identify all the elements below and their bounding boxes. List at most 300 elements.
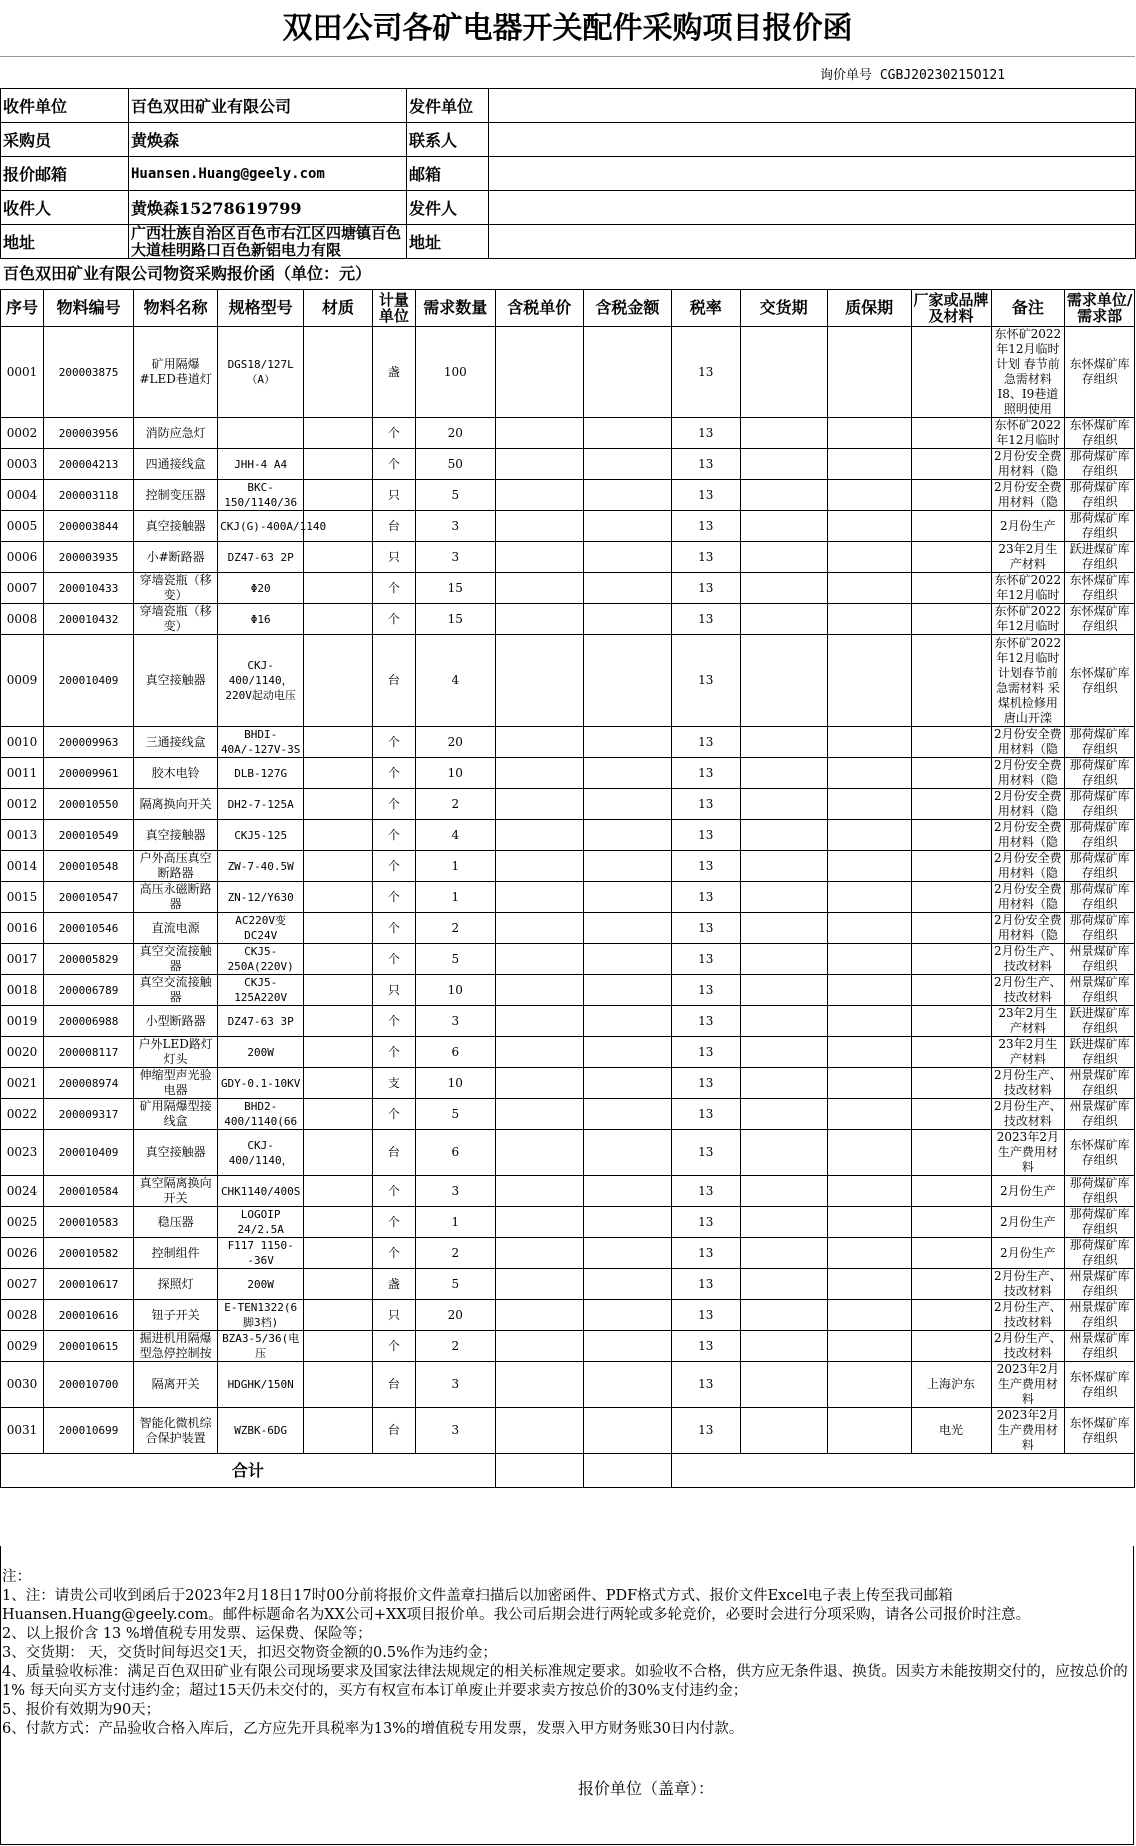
material[interactable] [304, 1408, 373, 1454]
unit-price[interactable] [495, 758, 583, 789]
warranty[interactable] [827, 820, 911, 851]
amount[interactable] [583, 604, 671, 635]
delivery[interactable] [740, 542, 827, 573]
unit-price[interactable] [495, 1006, 583, 1037]
unit-price[interactable] [495, 480, 583, 511]
warranty[interactable] [827, 635, 911, 727]
amount[interactable] [583, 944, 671, 975]
delivery[interactable] [740, 573, 827, 604]
row-number: 0027 [1, 1269, 44, 1300]
material-name: 矿用隔爆#LED巷道灯 [134, 327, 218, 418]
brand[interactable]: 电光 [911, 1408, 991, 1454]
material[interactable] [304, 1238, 373, 1269]
tax-rate: 13 [671, 542, 740, 573]
table-row [1, 327, 1135, 418]
amount[interactable] [583, 1408, 671, 1454]
amount[interactable] [583, 1238, 671, 1269]
delivery[interactable] [740, 604, 827, 635]
quantity: 3 [415, 1408, 495, 1454]
brand[interactable] [911, 820, 991, 851]
remark: 2月份生产、技改材料 [991, 1099, 1065, 1130]
quantity: 5 [415, 944, 495, 975]
remark: 2月份安全费用材料（隐 [991, 449, 1065, 480]
delivery[interactable] [740, 882, 827, 913]
sender-unit-value[interactable] [489, 89, 1136, 123]
material[interactable] [304, 1331, 373, 1362]
column-header: 规格型号 [218, 290, 304, 327]
spec-model: ZW-7-40.5W [218, 851, 304, 882]
remark: 2月份生产、技改材料 [991, 1068, 1065, 1099]
material[interactable] [304, 1068, 373, 1099]
brand[interactable] [911, 975, 991, 1006]
warranty[interactable] [827, 1269, 911, 1300]
brand[interactable] [911, 882, 991, 913]
spec-model: E-TEN1322(6脚3档) [218, 1300, 304, 1331]
row-number: 0004 [1, 480, 44, 511]
material-code: 200010409 [44, 1130, 134, 1176]
warranty[interactable] [827, 727, 911, 758]
material[interactable] [304, 1037, 373, 1068]
material-code: 200010582 [44, 1238, 134, 1269]
amount[interactable] [583, 1362, 671, 1408]
delivery[interactable] [740, 758, 827, 789]
unit-price[interactable] [495, 511, 583, 542]
unit-price[interactable] [495, 1068, 583, 1099]
brand[interactable] [911, 1238, 991, 1269]
amount[interactable] [583, 1037, 671, 1068]
material[interactable] [304, 327, 373, 418]
table-row [1, 480, 1135, 511]
department: 东怀煤矿库存组织 [1065, 1362, 1135, 1408]
material[interactable] [304, 635, 373, 727]
unit: 支 [372, 1068, 415, 1099]
recipient-value: 黄焕森15278619799 [129, 191, 407, 225]
material-name: 消防应急灯 [134, 418, 218, 449]
material[interactable] [304, 820, 373, 851]
delivery[interactable] [740, 449, 827, 480]
unit-price[interactable] [495, 573, 583, 604]
quantity: 3 [415, 511, 495, 542]
brand[interactable] [911, 418, 991, 449]
amount[interactable] [583, 1068, 671, 1099]
unit-price[interactable] [495, 1362, 583, 1408]
brand[interactable] [911, 635, 991, 727]
delivery[interactable] [740, 1362, 827, 1408]
unit-price[interactable] [495, 635, 583, 727]
quantity: 6 [415, 1130, 495, 1176]
row-number: 0019 [1, 1006, 44, 1037]
material[interactable] [304, 727, 373, 758]
delivery[interactable] [740, 975, 827, 1006]
brand[interactable] [911, 913, 991, 944]
warranty[interactable] [827, 1331, 911, 1362]
tax-rate: 13 [671, 1238, 740, 1269]
warranty[interactable] [827, 511, 911, 542]
delivery[interactable] [740, 820, 827, 851]
unit-price[interactable] [495, 789, 583, 820]
warranty[interactable] [827, 913, 911, 944]
total-unit-price [495, 1454, 583, 1488]
unit-price[interactable] [495, 604, 583, 635]
amount[interactable] [583, 1006, 671, 1037]
brand[interactable] [911, 1331, 991, 1362]
delivery[interactable] [740, 1176, 827, 1207]
row-number: 0005 [1, 511, 44, 542]
unit: 个 [372, 1099, 415, 1130]
delivery[interactable] [740, 1331, 827, 1362]
quantity: 15 [415, 573, 495, 604]
material[interactable] [304, 604, 373, 635]
column-header: 备注 [991, 290, 1065, 327]
delivery[interactable] [740, 418, 827, 449]
material-code: 200010546 [44, 913, 134, 944]
warranty[interactable] [827, 1300, 911, 1331]
material[interactable] [304, 851, 373, 882]
material[interactable] [304, 913, 373, 944]
material-code: 200003875 [44, 327, 134, 418]
warranty[interactable] [827, 1099, 911, 1130]
unit: 个 [372, 758, 415, 789]
table-row [1, 758, 1135, 789]
amount[interactable] [583, 1099, 671, 1130]
warranty[interactable] [827, 1176, 911, 1207]
unit: 只 [372, 975, 415, 1006]
unit: 个 [372, 851, 415, 882]
unit-price[interactable] [495, 1176, 583, 1207]
brand[interactable] [911, 758, 991, 789]
spec-model: BHDI-40A/-127V-3S [218, 727, 304, 758]
table-row [1, 573, 1135, 604]
tax-rate: 13 [671, 1006, 740, 1037]
unit-price[interactable] [495, 1037, 583, 1068]
unit: 台 [372, 511, 415, 542]
amount[interactable] [583, 327, 671, 418]
amount[interactable] [583, 1269, 671, 1300]
delivery[interactable] [740, 327, 827, 418]
amount[interactable] [583, 851, 671, 882]
material-code: 200010409 [44, 635, 134, 727]
quantity: 5 [415, 1099, 495, 1130]
material[interactable] [304, 418, 373, 449]
department: 东怀煤矿库存组织 [1065, 604, 1135, 635]
spec-model: BHD2-400/1140(66 [218, 1099, 304, 1130]
delivery[interactable] [740, 851, 827, 882]
department: 那荷煤矿库存组织 [1065, 851, 1135, 882]
tax-rate: 13 [671, 789, 740, 820]
table-body [1, 327, 1135, 1454]
unit: 个 [372, 1331, 415, 1362]
material[interactable] [304, 789, 373, 820]
material[interactable] [304, 944, 373, 975]
delivery[interactable] [740, 635, 827, 727]
unit-price[interactable] [495, 1408, 583, 1454]
unit-price[interactable] [495, 727, 583, 758]
amount[interactable] [583, 635, 671, 727]
material-code: 200010547 [44, 882, 134, 913]
warranty[interactable] [827, 1362, 911, 1408]
amount[interactable] [583, 1300, 671, 1331]
address-label: 地址 [1, 225, 129, 259]
warranty[interactable] [827, 975, 911, 1006]
unit-price[interactable] [495, 1130, 583, 1176]
warranty[interactable] [827, 480, 911, 511]
brand[interactable] [911, 851, 991, 882]
sender-value[interactable] [489, 191, 1136, 225]
department: 州景煤矿库存组织 [1065, 944, 1135, 975]
quantity: 10 [415, 758, 495, 789]
remark: 东怀矿2022年12月临时计划春节前急需材料 采煤机检修用唐山开滦 [991, 635, 1065, 727]
delivery[interactable] [740, 1037, 827, 1068]
delivery[interactable] [740, 1300, 827, 1331]
warranty[interactable] [827, 882, 911, 913]
delivery[interactable] [740, 1408, 827, 1454]
unit-price[interactable] [495, 913, 583, 944]
delivery[interactable] [740, 1238, 827, 1269]
material[interactable] [304, 1300, 373, 1331]
unit: 个 [372, 1006, 415, 1037]
remark: 2023年2月生产费用材料 [991, 1362, 1065, 1408]
tax-rate: 13 [671, 820, 740, 851]
warranty[interactable] [827, 1238, 911, 1269]
delivery[interactable] [740, 789, 827, 820]
remark: 2月份生产、技改材料 [991, 1331, 1065, 1362]
delivery[interactable] [740, 1099, 827, 1130]
spec-model: CKJ-400/1140，220V起动电压 [218, 635, 304, 727]
brand[interactable] [911, 727, 991, 758]
material[interactable] [304, 573, 373, 604]
brand[interactable] [911, 511, 991, 542]
brand[interactable] [911, 1207, 991, 1238]
amount[interactable] [583, 573, 671, 604]
quantity: 5 [415, 1269, 495, 1300]
delivery[interactable] [740, 480, 827, 511]
unit: 个 [372, 913, 415, 944]
remark: 2月份安全费用材料（隐 [991, 882, 1065, 913]
unit-price[interactable] [495, 327, 583, 418]
unit-price[interactable] [495, 1269, 583, 1300]
unit-price[interactable] [495, 1099, 583, 1130]
material[interactable] [304, 1207, 373, 1238]
delivery[interactable] [740, 913, 827, 944]
material[interactable] [304, 1362, 373, 1408]
unit-price[interactable] [495, 851, 583, 882]
remark: 东怀矿2022年12月临时 [991, 573, 1065, 604]
amount[interactable] [583, 727, 671, 758]
brand[interactable] [911, 1006, 991, 1037]
brand[interactable] [911, 1099, 991, 1130]
department: 那荷煤矿库存组织 [1065, 1207, 1135, 1238]
unit-price[interactable] [495, 1331, 583, 1362]
material[interactable] [304, 1269, 373, 1300]
spec-model: CKJ5-125A220V [218, 975, 304, 1006]
delivery[interactable] [740, 1207, 827, 1238]
brand[interactable] [911, 327, 991, 418]
quantity: 2 [415, 789, 495, 820]
unit: 个 [372, 882, 415, 913]
unit: 盏 [372, 327, 415, 418]
amount[interactable] [583, 1130, 671, 1176]
brand[interactable] [911, 480, 991, 511]
address2-value[interactable] [489, 225, 1136, 259]
brand[interactable] [911, 1176, 991, 1207]
table-row [1, 1176, 1135, 1207]
amount[interactable] [583, 882, 671, 913]
department: 那荷煤矿库存组织 [1065, 511, 1135, 542]
unit-price[interactable] [495, 542, 583, 573]
amount[interactable] [583, 480, 671, 511]
unit-price[interactable] [495, 944, 583, 975]
material-code: 200003956 [44, 418, 134, 449]
row-number: 0021 [1, 1068, 44, 1099]
material[interactable] [304, 449, 373, 480]
delivery[interactable] [740, 1068, 827, 1099]
amount[interactable] [583, 913, 671, 944]
warranty[interactable] [827, 1207, 911, 1238]
material-name: 四通接线盒 [134, 449, 218, 480]
brand[interactable]: 上海沪东 [911, 1362, 991, 1408]
total-amount[interactable] [583, 1454, 671, 1488]
amount[interactable] [583, 542, 671, 573]
brand[interactable] [911, 1068, 991, 1099]
amount[interactable] [583, 820, 671, 851]
material[interactable] [304, 758, 373, 789]
amount[interactable] [583, 449, 671, 480]
sender-label: 发件人 [407, 191, 489, 225]
table-row [1, 1006, 1135, 1037]
warranty[interactable] [827, 327, 911, 418]
delivery[interactable] [740, 1130, 827, 1176]
quantity: 4 [415, 635, 495, 727]
material[interactable] [304, 542, 373, 573]
department: 那荷煤矿库存组织 [1065, 789, 1135, 820]
material[interactable] [304, 1130, 373, 1176]
warranty[interactable] [827, 573, 911, 604]
warranty[interactable] [827, 542, 911, 573]
delivery[interactable] [740, 944, 827, 975]
material-code: 200010615 [44, 1331, 134, 1362]
unit-price[interactable] [495, 882, 583, 913]
material[interactable] [304, 1176, 373, 1207]
material[interactable] [304, 1099, 373, 1130]
unit-price[interactable] [495, 1207, 583, 1238]
tax-rate: 13 [671, 635, 740, 727]
unit-price[interactable] [495, 975, 583, 1006]
warranty[interactable] [827, 1068, 911, 1099]
table-row [1, 882, 1135, 913]
warranty[interactable] [827, 1130, 911, 1176]
unit-price[interactable] [495, 1238, 583, 1269]
brand[interactable] [911, 1269, 991, 1300]
unit-price[interactable] [495, 1300, 583, 1331]
amount[interactable] [583, 418, 671, 449]
material-name: 小#断路器 [134, 542, 218, 573]
brand[interactable] [911, 1037, 991, 1068]
delivery[interactable] [740, 1269, 827, 1300]
delivery[interactable] [740, 1006, 827, 1037]
unit: 个 [372, 1207, 415, 1238]
spec-model [218, 418, 304, 449]
row-number: 0025 [1, 1207, 44, 1238]
brand[interactable] [911, 604, 991, 635]
department: 东怀煤矿库存组织 [1065, 1408, 1135, 1454]
warranty[interactable] [827, 449, 911, 480]
brand[interactable] [911, 1300, 991, 1331]
amount[interactable] [583, 1331, 671, 1362]
tax-rate: 13 [671, 1037, 740, 1068]
spec-model: DH2-7-125A [218, 789, 304, 820]
material[interactable] [304, 975, 373, 1006]
brand[interactable] [911, 573, 991, 604]
row-number: 0024 [1, 1176, 44, 1207]
remark: 23年2月生产材料 [991, 1006, 1065, 1037]
tax-rate: 13 [671, 449, 740, 480]
unit-price[interactable] [495, 820, 583, 851]
amount[interactable] [583, 789, 671, 820]
table-row [1, 1099, 1135, 1130]
tax-rate: 13 [671, 418, 740, 449]
warranty[interactable] [827, 1408, 911, 1454]
material-name: 穿墙瓷瓶（移变） [134, 604, 218, 635]
delivery[interactable] [740, 511, 827, 542]
table-subtitle: 百色双田矿业有限公司物资采购报价函（单位：元） [3, 264, 372, 283]
material-code: 200010583 [44, 1207, 134, 1238]
warranty[interactable] [827, 758, 911, 789]
amount[interactable] [583, 1207, 671, 1238]
warranty[interactable] [827, 1006, 911, 1037]
warranty[interactable] [827, 418, 911, 449]
delivery[interactable] [740, 727, 827, 758]
unit: 个 [372, 1176, 415, 1207]
row-number: 0008 [1, 604, 44, 635]
mail-value[interactable] [489, 157, 1136, 191]
warranty[interactable] [827, 944, 911, 975]
brand[interactable] [911, 1130, 991, 1176]
tax-rate: 13 [671, 480, 740, 511]
amount[interactable] [583, 1176, 671, 1207]
amount[interactable] [583, 511, 671, 542]
amount[interactable] [583, 758, 671, 789]
material-code: 200010616 [44, 1300, 134, 1331]
amount[interactable] [583, 975, 671, 1006]
warranty[interactable] [827, 789, 911, 820]
material[interactable] [304, 1006, 373, 1037]
unit: 只 [372, 1300, 415, 1331]
warranty[interactable] [827, 851, 911, 882]
brand[interactable] [911, 542, 991, 573]
material[interactable] [304, 480, 373, 511]
unit-price[interactable] [495, 449, 583, 480]
spec-model: Φ20 [218, 573, 304, 604]
unit-price[interactable] [495, 418, 583, 449]
brand[interactable] [911, 789, 991, 820]
warranty[interactable] [827, 604, 911, 635]
material-name: 户外LED路灯灯头 [134, 1037, 218, 1068]
remark: 2月份生产、技改材料 [991, 1300, 1065, 1331]
quantity: 2 [415, 1331, 495, 1362]
inquiry-value: CGBJ20230215O121 [879, 68, 1006, 83]
tax-rate: 13 [671, 1269, 740, 1300]
unit: 只 [372, 480, 415, 511]
tax-rate: 13 [671, 944, 740, 975]
material[interactable] [304, 882, 373, 913]
row-number: 0029 [1, 1331, 44, 1362]
brand[interactable] [911, 449, 991, 480]
quantity: 6 [415, 1037, 495, 1068]
brand[interactable] [911, 944, 991, 975]
warranty[interactable] [827, 1037, 911, 1068]
row-number: 0031 [1, 1408, 44, 1454]
contact-value[interactable] [489, 123, 1136, 157]
